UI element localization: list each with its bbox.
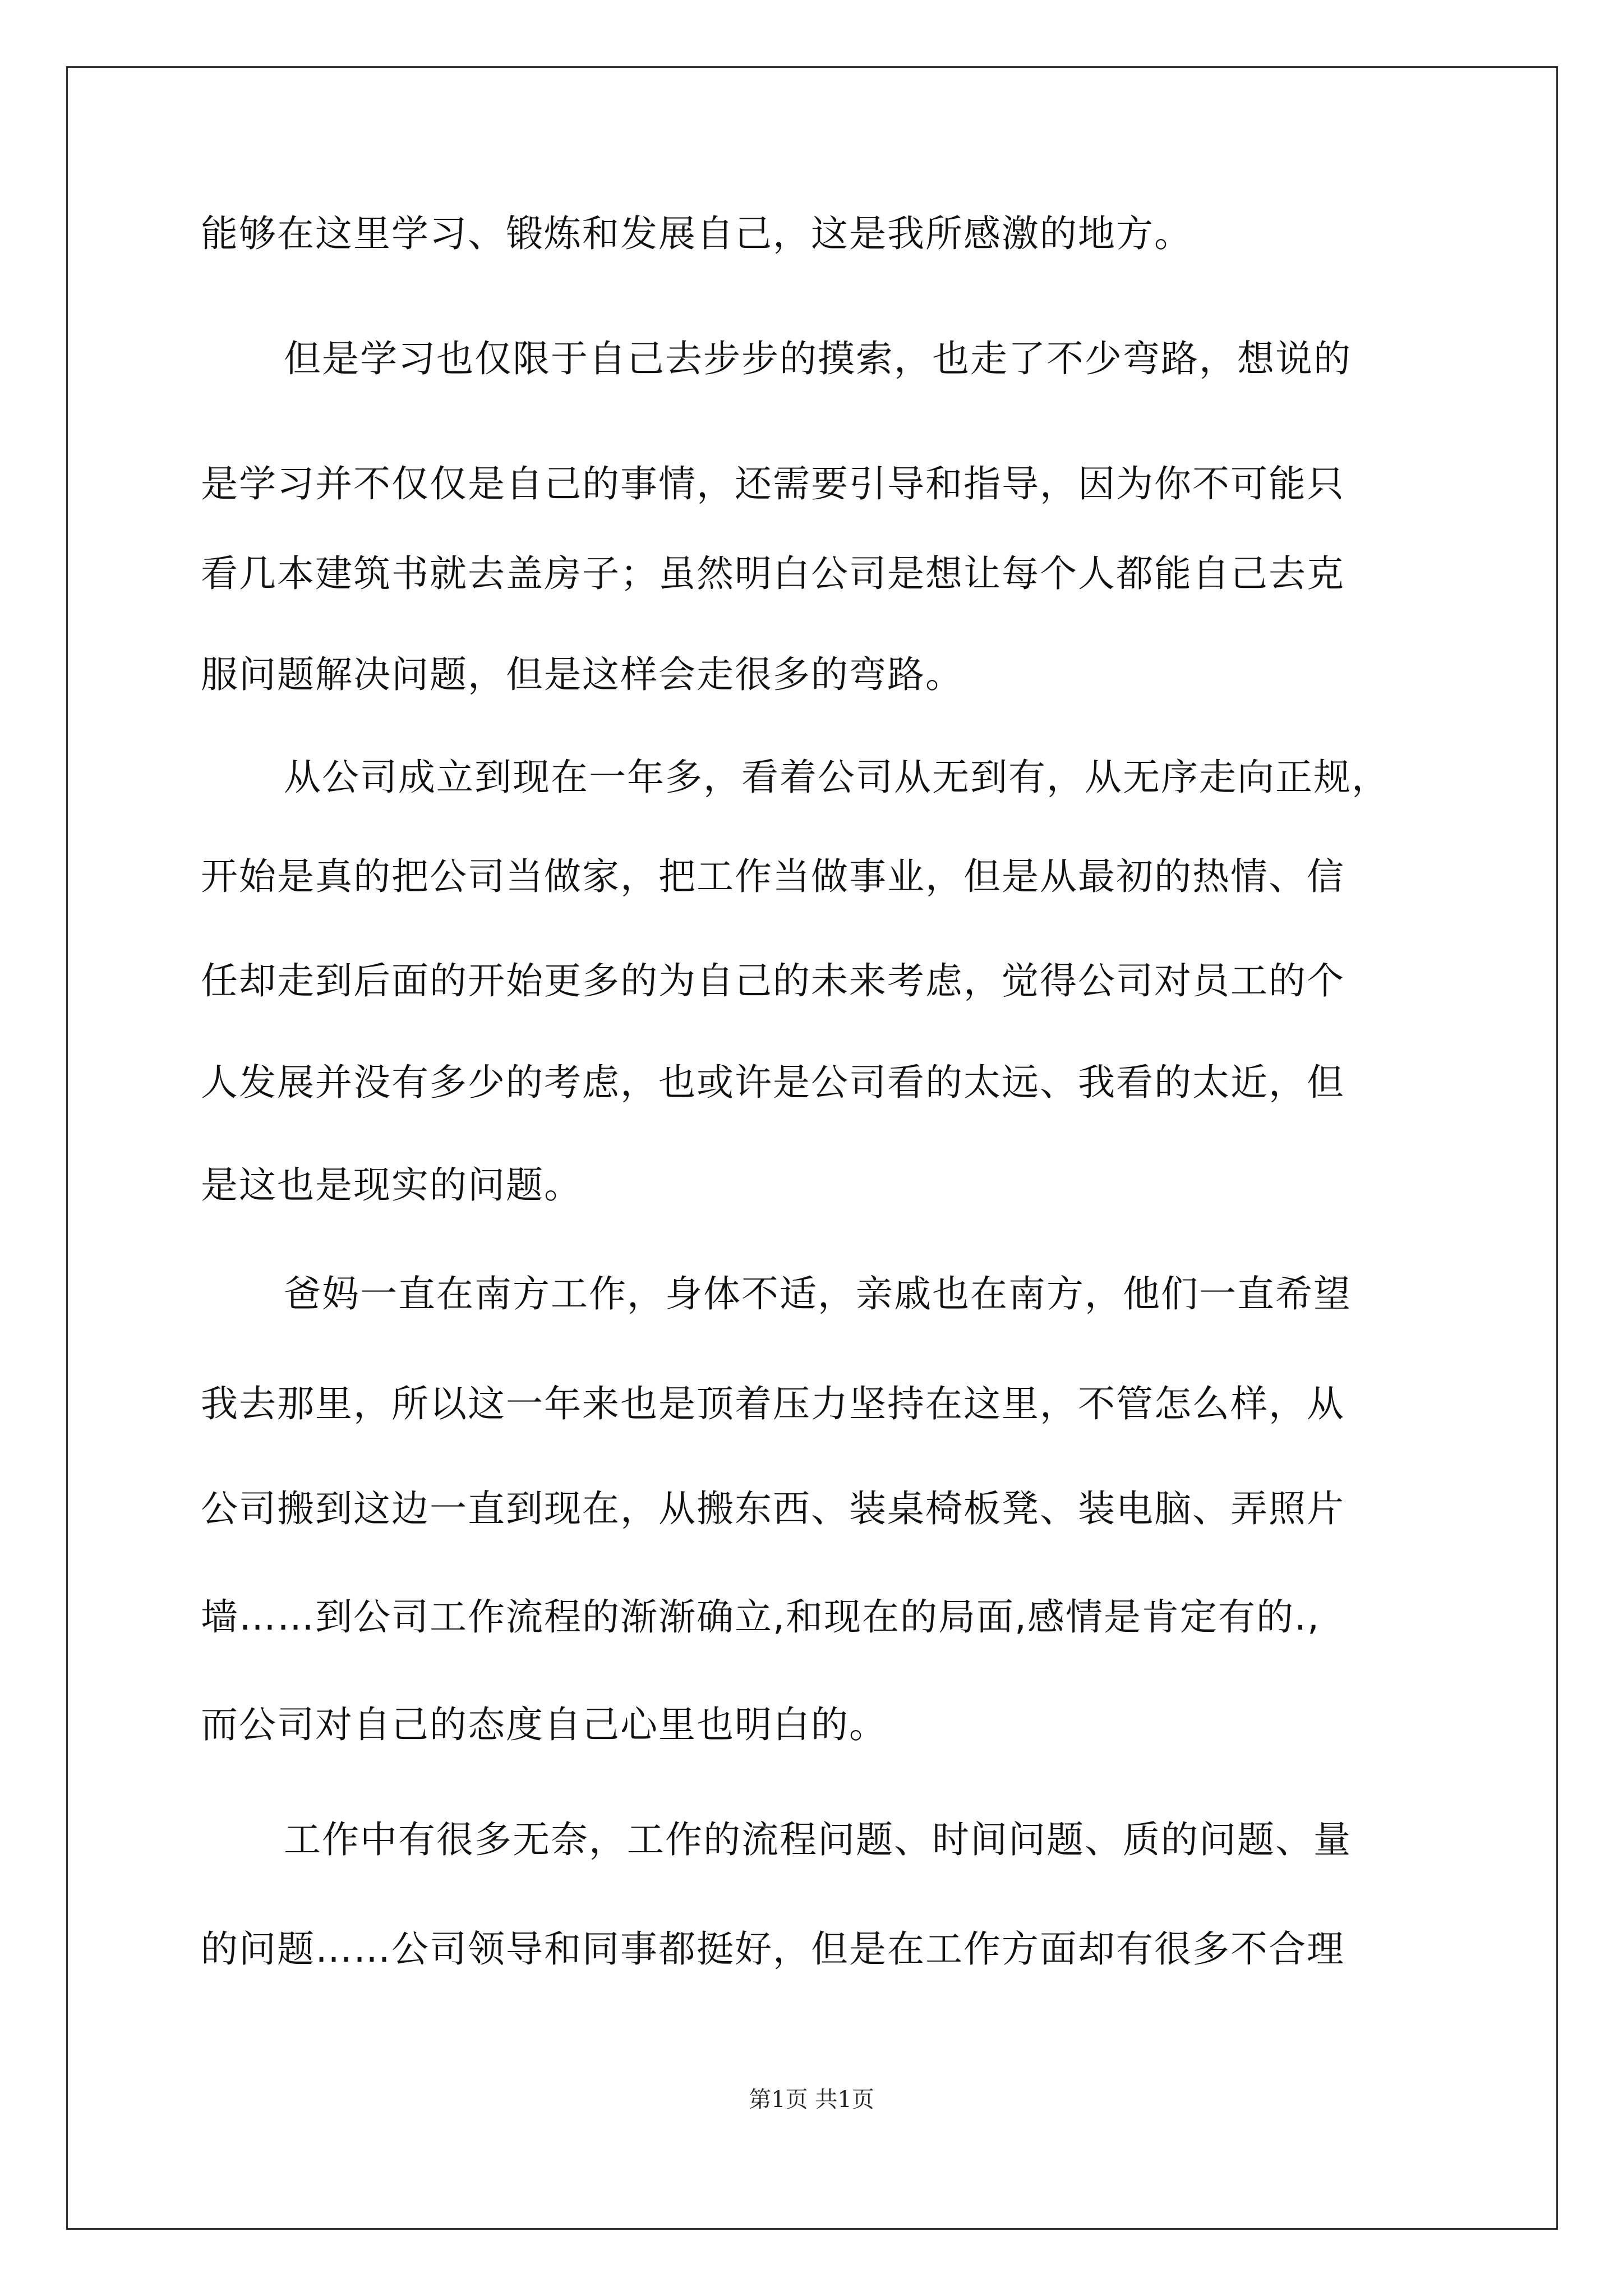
paragraph-4-line-5: 而公司对自己的态度自己心里也明白的。 bbox=[201, 1703, 887, 1746]
paragraph-2-line-3: 看几本建筑书就去盖房子；虽然明白公司是想让每个人都能自己去克 bbox=[201, 552, 1345, 595]
paragraph-2-line-4: 服问题解决问题，但是这样会走很多的弯路。 bbox=[201, 653, 963, 696]
paragraph-5-line-2: 的问题……公司领导和同事都挺好，但是在工作方面却有很多不合理 bbox=[201, 1927, 1345, 1971]
paragraph-3-line-3: 任却走到后面的开始更多的为自己的未来考虑，觉得公司对员工的个 bbox=[201, 959, 1345, 1002]
paragraph-1-line-1: 能够在这里学习、锻炼和发展自己，这是我所感激的地方。 bbox=[201, 212, 1192, 255]
page-number-footer: 第1页 共1页 bbox=[749, 2087, 874, 2113]
paragraph-2-line-2: 是学习并不仅仅是自己的事情，还需要引导和指导，因为你不可能只 bbox=[201, 462, 1345, 505]
paragraph-2-line-1: 但是学习也仅限于自己去步步的摸索，也走了不少弯路，想说的 bbox=[284, 337, 1352, 380]
paragraph-3-line-2: 开始是真的把公司当做家，把工作当做事业，但是从最初的热情、信 bbox=[201, 855, 1345, 898]
paragraph-3-line-5: 是这也是现实的问题。 bbox=[201, 1163, 582, 1207]
paragraph-4-line-1: 爸妈一直在南方工作，身体不适，亲戚也在南方，他们一直希望 bbox=[284, 1272, 1352, 1315]
paragraph-4-line-4: 墙……到公司工作流程的渐渐确立,和现在的局面,感情是肯定有的., bbox=[201, 1595, 1320, 1639]
paragraph-3-line-1: 从公司成立到现在一年多，看着公司从无到有，从无序走向正规， bbox=[284, 756, 1390, 799]
paragraph-3-line-4: 人发展并没有多少的考虑，也或许是公司看的太远、我看的太近，但 bbox=[201, 1061, 1345, 1104]
paragraph-4-line-3: 公司搬到这边一直到现在，从搬东西、装桌椅板凳、装电脑、弄照片 bbox=[201, 1487, 1345, 1530]
paragraph-4-line-2: 我去那里，所以这一年来也是顶着压力坚持在这里，不管怎么样，从 bbox=[201, 1382, 1345, 1425]
page-border bbox=[66, 66, 1558, 2230]
paragraph-5-line-1: 工作中有很多无奈，工作的流程问题、时间问题、质的问题、量 bbox=[284, 1818, 1352, 1861]
